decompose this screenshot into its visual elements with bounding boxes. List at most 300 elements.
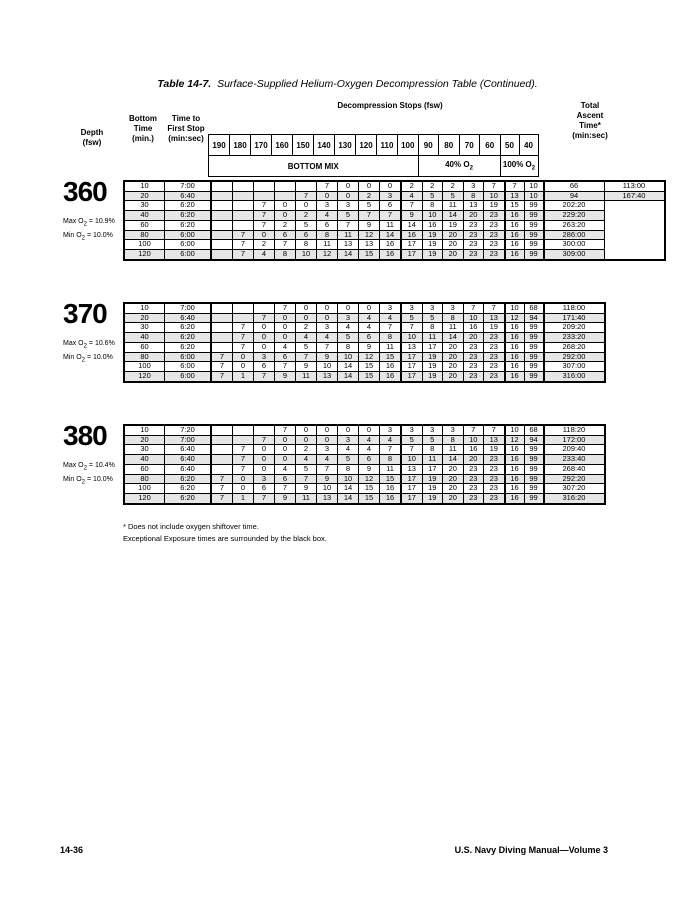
stop-time-cell xyxy=(211,230,233,240)
stop-time-cell: 3 xyxy=(254,352,275,362)
stop-time-cell: 7 xyxy=(380,211,402,221)
bottom-time-cell: 60 xyxy=(124,220,165,230)
stop-time-cell: 20 xyxy=(443,230,464,240)
stop-time-cell: 16 xyxy=(505,474,525,484)
stop-time-cell: 6 xyxy=(317,220,338,230)
stop-time-cell: 8 xyxy=(422,201,443,211)
stop-time-cell: 99 xyxy=(524,333,544,343)
stop-time-cell: 15 xyxy=(380,352,402,362)
stop-time-cell: 7 xyxy=(233,323,254,333)
stop-time-cell: 7 xyxy=(505,181,525,191)
table-row xyxy=(124,240,665,250)
stop-time-cell: 19 xyxy=(422,230,443,240)
stop-time-cell: 3 xyxy=(443,303,464,313)
stop-time-cell: 6 xyxy=(275,352,296,362)
stop-time-cell: 16 xyxy=(505,211,525,221)
stop-time-cell: 7 xyxy=(211,352,233,362)
stop-time-cell: 1 xyxy=(233,371,254,381)
stop-time-cell: 3 xyxy=(338,201,359,211)
depth-label: 380 xyxy=(63,420,107,451)
stop-time-cell: 23 xyxy=(484,362,505,372)
total-ascent-cell: 268:40 xyxy=(544,464,605,474)
stop-time-cell: 20 xyxy=(443,474,464,484)
total-ascent-cell: 233:20 xyxy=(544,333,605,343)
stop-time-cell: 13 xyxy=(463,201,484,211)
stop-time-cell: 7 xyxy=(317,342,338,352)
stop-time-cell: 7 xyxy=(317,464,338,474)
first-stop-time-cell: 6:20 xyxy=(165,220,212,230)
stop-time-cell: 6 xyxy=(380,201,402,211)
stop-time-cell: 19 xyxy=(484,445,505,455)
stop-time-cell: 0 xyxy=(338,181,359,191)
stop-header-cell: 160 xyxy=(272,135,293,156)
stop-time-cell: 7 xyxy=(275,484,296,494)
stop-time-cell: 17 xyxy=(401,474,422,484)
stop-time-cell: 5 xyxy=(338,455,359,465)
first-stop-time-cell: 6:00 xyxy=(165,240,212,250)
stop-time-cell: 15 xyxy=(359,484,380,494)
stop-time-cell: 14 xyxy=(338,484,359,494)
stop-time-cell: 23 xyxy=(463,240,484,250)
total-ascent-cell: 263:20 xyxy=(544,220,605,230)
stop-time-cell: 4 xyxy=(317,455,338,465)
stop-time-cell: 0 xyxy=(296,303,317,313)
stop-time-cell: 19 xyxy=(422,484,443,494)
total-ascent-cell: 316:00 xyxy=(544,371,605,381)
stop-time-cell: 23 xyxy=(463,464,484,474)
stop-time-cell: 0 xyxy=(380,181,402,191)
stop-time-cell: 2 xyxy=(359,191,380,201)
bottom-time-cell: 20 xyxy=(124,191,165,201)
decompression-table xyxy=(123,302,606,383)
stop-header-table xyxy=(208,134,539,177)
stop-time-cell: 0 xyxy=(296,435,317,445)
stop-time-cell: 99 xyxy=(524,240,544,250)
stop-time-cell: 11 xyxy=(380,342,402,352)
stop-time-cell: 23 xyxy=(463,474,484,484)
stop-time-cell: 10 xyxy=(463,435,484,445)
min-o2: Min $O_2 = 10.0\%$ xyxy=(63,476,113,486)
bottom-time-cell: 10 xyxy=(124,181,165,191)
stop-time-cell: 16 xyxy=(505,455,525,465)
o2-limits xyxy=(63,338,115,367)
stop-time-cell xyxy=(211,445,233,455)
stop-time-cell: 14 xyxy=(401,220,422,230)
total-ascent-cell: 172:00 xyxy=(544,435,605,445)
bottom-time-cell: 10 xyxy=(124,425,165,435)
table-row xyxy=(124,362,605,372)
stop-time-cell: 0 xyxy=(254,230,275,240)
stop-time-cell: 16 xyxy=(380,493,402,503)
stop-time-cell: 68 xyxy=(524,425,544,435)
stop-time-cell: 16 xyxy=(380,362,402,372)
stop-time-cell: 17 xyxy=(422,342,443,352)
stop-time-cell: 6 xyxy=(254,362,275,372)
stop-time-cell: 15 xyxy=(505,201,525,211)
stop-time-cell xyxy=(254,303,275,313)
stop-time-cell: 6 xyxy=(275,474,296,484)
stop-time-cell: 2 xyxy=(296,211,317,221)
stop-time-cell: 7 xyxy=(211,484,233,494)
stop-time-cell: 3 xyxy=(401,303,422,313)
stop-time-cell: 0 xyxy=(317,191,338,201)
stop-time-cell: 23 xyxy=(484,455,505,465)
stop-time-cell: 0 xyxy=(317,425,338,435)
stop-time-cell: 11 xyxy=(317,240,338,250)
table-row xyxy=(124,455,605,465)
stop-time-cell: 0 xyxy=(275,313,296,323)
stop-header-cell: 100 xyxy=(398,135,419,156)
stop-time-cell: 7 xyxy=(275,425,296,435)
first-stop-time-cell: 6:20 xyxy=(165,342,212,352)
stop-time-cell: 17 xyxy=(401,493,422,503)
stop-time-cell: 6 xyxy=(254,484,275,494)
stop-time-cell xyxy=(211,211,233,221)
stop-time-cell xyxy=(211,323,233,333)
stop-time-cell: 3 xyxy=(338,435,359,445)
stop-time-cell: 8 xyxy=(422,445,443,455)
stop-time-cell: 8 xyxy=(380,333,402,343)
stop-time-cell xyxy=(211,191,233,201)
total-ascent-cell: 309:00 xyxy=(544,249,605,259)
total-ascent-cell: 286:00 xyxy=(544,230,605,240)
first-stop-time-cell: 6:20 xyxy=(165,333,212,343)
stop-time-cell: 17 xyxy=(401,371,422,381)
stop-time-cell: 7 xyxy=(296,474,317,484)
table-row xyxy=(124,249,665,259)
stop-time-cell: 3 xyxy=(463,181,484,191)
stop-time-cell: 7 xyxy=(233,445,254,455)
stop-time-cell xyxy=(211,342,233,352)
stop-time-cell: 19 xyxy=(443,220,464,230)
stop-time-cell: 0 xyxy=(359,425,380,435)
stop-time-cell: 3 xyxy=(380,303,402,313)
stop-time-cell: 20 xyxy=(443,484,464,494)
table-row xyxy=(124,303,605,313)
stop-time-cell: 11 xyxy=(443,445,464,455)
stop-time-cell: 0 xyxy=(254,455,275,465)
stop-time-cell: 99 xyxy=(524,342,544,352)
stop-time-cell: 7 xyxy=(401,323,422,333)
stop-time-cell: 13 xyxy=(505,191,525,201)
stop-header-cell: 180 xyxy=(230,135,251,156)
stop-time-cell: 16 xyxy=(505,362,525,372)
page-number: 14-36 xyxy=(60,845,84,855)
stop-time-cell: 17 xyxy=(422,464,443,474)
stop-time-cell: 2 xyxy=(443,181,464,191)
stop-time-cell: 19 xyxy=(422,474,443,484)
stop-time-cell xyxy=(211,220,233,230)
total-ascent-cell: 316:20 xyxy=(544,493,605,503)
stop-time-cell: 11 xyxy=(296,493,317,503)
total-ascent-cell: 209:20 xyxy=(544,323,605,333)
stop-time-cell: 16 xyxy=(505,371,525,381)
depth-label: 370 xyxy=(63,298,107,329)
stop-time-cell: 0 xyxy=(317,313,338,323)
stop-time-cell: 2 xyxy=(296,323,317,333)
stop-header-cell: 70 xyxy=(459,135,480,156)
stop-time-cell xyxy=(233,303,254,313)
stop-time-cell: 9 xyxy=(359,220,380,230)
bottom-time-cell: 10 xyxy=(124,303,165,313)
stop-header-cell: 40 xyxy=(519,135,538,156)
footnote-shiftover: * Does not include oxygen shiftover time. xyxy=(123,522,259,531)
header-bottom-time: Bottom Time (min.) xyxy=(129,114,157,143)
stop-time-cell: 4 xyxy=(380,313,402,323)
first-stop-time-cell: 7:00 xyxy=(165,181,212,191)
first-stop-time-cell: 6:00 xyxy=(165,371,212,381)
stop-time-cell: 0 xyxy=(296,425,317,435)
stop-time-cell: 99 xyxy=(524,371,544,381)
depth-label: 360 xyxy=(63,176,107,207)
stop-time-cell: 7 xyxy=(484,181,505,191)
stop-time-cell: 16 xyxy=(505,352,525,362)
stop-header-cell: 140 xyxy=(314,135,335,156)
stop-time-cell: 23 xyxy=(463,342,484,352)
stop-time-cell: 0 xyxy=(233,352,254,362)
bottom-time-cell: 40 xyxy=(124,333,165,343)
stop-time-cell: 10 xyxy=(463,313,484,323)
stop-time-cell: 7 xyxy=(401,201,422,211)
table-row xyxy=(124,333,605,343)
stop-time-cell: 19 xyxy=(484,201,505,211)
stop-time-cell: 10 xyxy=(505,303,525,313)
stop-time-cell: 7 xyxy=(463,303,484,313)
stop-time-cell: 6 xyxy=(296,230,317,240)
stop-time-cell: 0 xyxy=(275,445,296,455)
stop-time-cell: 4 xyxy=(254,249,275,259)
stop-time-cell: 23 xyxy=(463,352,484,362)
table-row xyxy=(124,371,605,381)
stop-time-cell: 1 xyxy=(233,493,254,503)
total-ascent-cell: 171:40 xyxy=(544,313,605,323)
stop-time-cell: 11 xyxy=(443,323,464,333)
stop-time-cell: 7 xyxy=(275,240,296,250)
stop-time-cell: 14 xyxy=(338,493,359,503)
header-time-first-stop: Time to First Stop (min:sec) xyxy=(167,114,205,143)
stop-time-cell xyxy=(233,201,254,211)
stop-time-cell: 4 xyxy=(359,445,380,455)
total-ascent-cell: 292:20 xyxy=(544,474,605,484)
stop-time-cell: 0 xyxy=(254,445,275,455)
stop-time-cell: 5 xyxy=(359,201,380,211)
bottom-time-cell: 60 xyxy=(124,342,165,352)
stop-time-cell: 7 xyxy=(254,201,275,211)
stop-time-cell: 7 xyxy=(233,342,254,352)
stop-time-cell: 6 xyxy=(359,333,380,343)
total-ascent-cell: 300:00 xyxy=(544,240,605,250)
stop-time-cell: 13 xyxy=(338,240,359,250)
stop-time-cell: 7 xyxy=(254,211,275,221)
stop-time-cell: 0 xyxy=(275,455,296,465)
stop-time-cell: 4 xyxy=(338,445,359,455)
stop-time-cell: 9 xyxy=(296,362,317,372)
stop-time-cell xyxy=(211,435,233,445)
header-depth: Depth (fsw) xyxy=(80,128,104,147)
stop-time-cell: 23 xyxy=(484,464,505,474)
stop-time-cell: 23 xyxy=(463,493,484,503)
total-ascent-cell: 292:00 xyxy=(544,352,605,362)
stop-time-cell: 3 xyxy=(401,425,422,435)
o2-100-label: 100% $O_2$ xyxy=(500,156,538,177)
stop-time-cell: 0 xyxy=(275,323,296,333)
total-ascent-cell: 209:40 xyxy=(544,445,605,455)
stop-time-cell: 10 xyxy=(401,455,422,465)
stop-time-cell: 11 xyxy=(443,201,464,211)
stop-time-cell: 4 xyxy=(296,455,317,465)
stop-time-cell: 0 xyxy=(338,425,359,435)
stop-time-cell: 12 xyxy=(359,474,380,484)
stop-time-cell: 13 xyxy=(317,493,338,503)
stop-time-cell: 11 xyxy=(380,220,402,230)
stop-time-cell: 7 xyxy=(317,181,338,191)
stop-time-cell: 5 xyxy=(422,313,443,323)
first-stop-time-cell: 7:20 xyxy=(165,425,212,435)
stop-time-cell: 10 xyxy=(338,352,359,362)
stop-time-cell: 16 xyxy=(380,484,402,494)
stop-time-cell xyxy=(211,181,233,191)
first-stop-time-cell: 7:00 xyxy=(165,303,212,313)
stop-time-cell: 17 xyxy=(401,484,422,494)
stop-time-cell: 20 xyxy=(443,352,464,362)
stop-time-cell: 12 xyxy=(505,435,525,445)
first-stop-time-cell: 6:20 xyxy=(165,474,212,484)
first-stop-time-cell: 6:00 xyxy=(165,249,212,259)
stop-time-cell: 16 xyxy=(422,220,443,230)
max-o2: Max $O_2 = 10.4\%$ xyxy=(63,462,115,472)
stop-time-cell: 0 xyxy=(254,342,275,352)
stop-header-cell: 190 xyxy=(209,135,230,156)
bottom-time-cell: 30 xyxy=(124,323,165,333)
stop-time-cell: 5 xyxy=(296,342,317,352)
stop-time-cell: 7 xyxy=(233,249,254,259)
stop-time-cell: 16 xyxy=(380,371,402,381)
stop-time-cell: 99 xyxy=(524,484,544,494)
stop-header-cell: 130 xyxy=(335,135,356,156)
manual-title: U.S. Navy Diving Manual—Volume 3 xyxy=(454,845,608,855)
stop-time-cell: 11 xyxy=(422,455,443,465)
stop-time-cell: 7 xyxy=(380,445,402,455)
stop-time-cell: 7 xyxy=(254,313,275,323)
stop-time-cell: 66 xyxy=(544,181,605,191)
stop-time-cell: 99 xyxy=(524,493,544,503)
first-stop-time-cell: 6:20 xyxy=(165,323,212,333)
stop-time-cell: 20 xyxy=(443,362,464,372)
bottom-mix-label: BOTTOM MIX xyxy=(209,156,419,177)
stop-time-cell: 7 xyxy=(211,362,233,372)
stop-time-cell: 23 xyxy=(463,371,484,381)
stop-time-cell: 23 xyxy=(484,352,505,362)
stop-time-cell: 4 xyxy=(359,313,380,323)
bottom-time-cell: 120 xyxy=(124,249,165,259)
stop-time-cell: 5 xyxy=(401,313,422,323)
stop-time-cell xyxy=(211,303,233,313)
stop-time-cell xyxy=(211,425,233,435)
stop-time-cell: 23 xyxy=(484,230,505,240)
bottom-time-cell: 20 xyxy=(124,313,165,323)
stop-time-cell: 13 xyxy=(401,464,422,474)
table-row xyxy=(124,181,665,191)
stop-time-cell: 8 xyxy=(380,455,402,465)
stop-time-cell: 16 xyxy=(505,493,525,503)
table-row xyxy=(124,493,605,503)
stop-time-cell: 13 xyxy=(484,313,505,323)
stop-time-cell: 9 xyxy=(275,371,296,381)
stop-time-cell: 7 xyxy=(233,230,254,240)
stop-time-cell: 7 xyxy=(275,303,296,313)
stop-header-cell: 50 xyxy=(500,135,519,156)
stop-time-cell: 0 xyxy=(233,474,254,484)
o2-limits xyxy=(63,460,115,489)
stop-time-cell: 16 xyxy=(505,342,525,352)
stop-time-cell: 2 xyxy=(401,181,422,191)
stop-time-cell: 8 xyxy=(422,323,443,333)
stop-header-cell: 170 xyxy=(251,135,272,156)
stop-time-cell: 11 xyxy=(380,464,402,474)
stop-time-cell: 23 xyxy=(463,249,484,259)
table-row xyxy=(124,342,605,352)
stop-time-cell: 14 xyxy=(443,333,464,343)
first-stop-time-cell: 6:40 xyxy=(165,445,212,455)
stop-time-cell: 20 xyxy=(443,464,464,474)
stop-time-cell: 11 xyxy=(422,333,443,343)
stop-time-cell: 4 xyxy=(275,342,296,352)
stop-time-cell: 23 xyxy=(484,240,505,250)
stop-time-cell: 4 xyxy=(401,191,422,201)
stop-time-cell xyxy=(211,201,233,211)
stop-time-cell: 5 xyxy=(296,464,317,474)
stop-time-cell: 23 xyxy=(484,342,505,352)
stop-time-cell: 9 xyxy=(401,211,422,221)
stop-time-cell xyxy=(233,425,254,435)
stop-time-cell: 2 xyxy=(422,181,443,191)
stop-time-cell xyxy=(211,333,233,343)
table-row xyxy=(124,220,665,230)
stop-time-cell: 7 xyxy=(401,445,422,455)
stop-header-cell: 60 xyxy=(480,135,501,156)
stop-time-cell: 15 xyxy=(380,474,402,484)
table-row xyxy=(124,211,665,221)
stop-time-cell: 16 xyxy=(380,249,402,259)
stop-time-cell: 7 xyxy=(233,240,254,250)
bottom-time-cell: 20 xyxy=(124,435,165,445)
stop-time-cell: 10 xyxy=(524,191,544,201)
total-ascent-cell: 268:20 xyxy=(544,342,605,352)
stop-time-cell: 3 xyxy=(254,474,275,484)
stop-time-cell: 19 xyxy=(422,249,443,259)
bottom-time-cell: 80 xyxy=(124,352,165,362)
stop-time-cell: 9 xyxy=(296,484,317,494)
stop-time-cell: 99 xyxy=(524,474,544,484)
stop-time-cell: 15 xyxy=(359,362,380,372)
stop-time-cell: 0 xyxy=(254,464,275,474)
stop-time-cell: 20 xyxy=(443,342,464,352)
stop-time-cell: 12 xyxy=(359,230,380,240)
header-total-ascent: Total Ascent Time* (min:sec) xyxy=(572,101,608,140)
o2-40-label: 40% $O_2$ xyxy=(418,156,500,177)
stop-time-cell: 0 xyxy=(317,303,338,313)
stop-time-cell: 13 xyxy=(484,435,505,445)
stop-time-cell: 3 xyxy=(422,425,443,435)
stop-time-cell: 10 xyxy=(422,211,443,221)
stop-time-cell: 5 xyxy=(443,191,464,201)
stop-time-cell: 3 xyxy=(317,201,338,211)
stop-time-cell: 8 xyxy=(463,191,484,201)
stop-time-cell: 3 xyxy=(338,313,359,323)
total-ascent-cell: 167:40 xyxy=(604,191,665,201)
stop-time-cell: 5 xyxy=(338,211,359,221)
stop-time-cell: 14 xyxy=(338,362,359,372)
